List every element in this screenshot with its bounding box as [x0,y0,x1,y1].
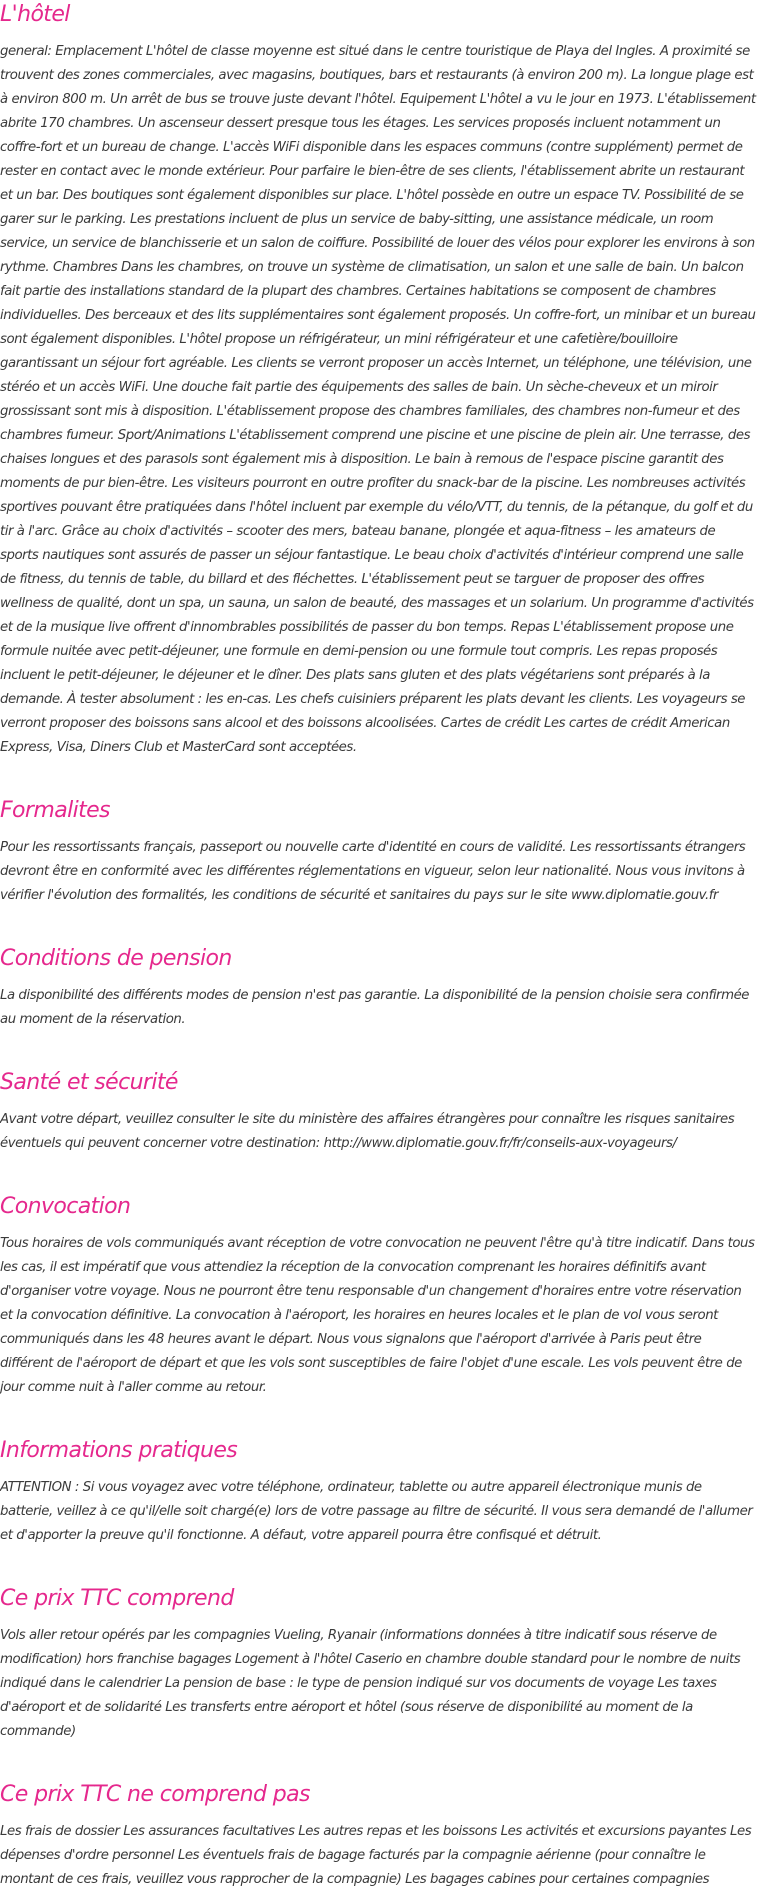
section-title-conditions-pension: Conditions de pension [0,946,232,971]
section-hotel [0,0,756,760]
section-prix-comprend [0,1584,756,1744]
section-title-informations-pratiques: Informations pratiques [0,1438,238,1463]
section-body-sante-securite: Avant votre départ, veuillez consulter le site du ministère des affaires étrangères pour connaître les risques sanitaires éventuels qui peuvent concerner votre destination: http://www.diplomatie.gouv.fr/fr/conseils-aux-voyageurs/ [0,1112,735,1151]
section-title-prix-ne-comprend-pas: Ce prix TTC ne comprend pas [0,1782,310,1807]
section-conditions-pension [0,944,756,1032]
section-title-formalites: Formalites [0,798,110,823]
section-title-hotel: L'hôtel [0,2,70,27]
section-body-conditions-pension: La disponibilité des différents modes de pension n'est pas garantie. La disponibilité de la pension choisie sera confirmée au moment de la réservation. [0,988,750,1027]
section-prix-ne-comprend-pas [0,1780,756,1892]
section-body-convocation: Tous horaires de vols communiqués avant réception de votre convocation ne peuvent l'être qu'à titre indicatif. Dans tous les cas, il est impératif que vous attendiez la réception de la convocation comprenant les horaires définitifs avant d'organiser votre voyage. Nous ne pourront être tenu responsable d'un changement d'horaires entre votre réservation et la convocation définitive. La convocation à l'aéroport, les horaires en heures locales et le plan de vol vous seront communiqués dans les 48 heures avant le départ. Nous vous signalons que l'aéroport d'arrivée à Paris peut être différent de l'aéroport de départ et que les vols sont susceptibles de faire l'objet d'une escale. Les vols peuvent être de jour comme nuit à l'aller comme au retour. [0,1236,755,1395]
section-title-convocation: Convocation [0,1194,131,1219]
section-body-informations-pratiques: ATTENTION : Si vous voyagez avec votre téléphone, ordinateur, tablette ou autre appareil électronique munis de batterie, veillez à ce qu'il/elle soit chargé(e) lors de votre passage au filtre de sécurité. Il vous sera demandé de l'allumer et d'apporter la preuve qu'il fonctionne. A défaut, votre appareil pourra être confisqué et détruit. [0,1480,753,1543]
section-title-sante-securite: Santé et sécurité [0,1070,178,1095]
section-body-prix-comprend: Vols aller retour opérés par les compagnies Vueling, Ryanair (informations données à titre indicatif sous réserve de modification) hors franchise bagages Logement à l'hôtel Caserio en chambre double standard pour le nombre de nuits indiqué dans le calendrier La pension de base : le type de pension indiqué sur vos documents de voyage Les taxes d'aéroport et de solidarité Les transferts entre aéroport et hôtel (sous réserve de disponibilité au moment de la commande) [0,1628,741,1739]
section-convocation [0,1192,756,1400]
section-title-prix-comprend: Ce prix TTC comprend [0,1586,234,1611]
section-body-prix-ne-comprend-pas: Les frais de dossier Les assurances facultatives Les autres repas et les boissons Les activités et excursions payantes Les dépenses d'ordre personnel Les éventuels frais de bagage facturés par la compagnie aérienne (pour connaître le montant de ces frais, veuillez vous rapprocher de la compagnie) Les bagages cabines pour certaines compagnies [0,1824,752,1887]
section-sante-securite [0,1068,756,1156]
section-formalites [0,796,756,908]
section-informations-pratiques [0,1436,756,1548]
section-body-formalites: Pour les ressortissants français, passeport ou nouvelle carte d'identité en cours de validité. Les ressortissants étrangers devront être en conformité avec les différentes réglementations en vigueur, selon leur nationalité. Nous vous invitons à vérifier l'évolution des formalités, les conditions de sécurité et sanitaires du pays sur le site www.diplomatie.gouv.fr [0,840,746,903]
section-body-hotel: general: Emplacement L'hôtel de classe moyenne est situé dans le centre touristique de Playa del Ingles. A proximité se trouvent des zones commerciales, avec magasins, boutiques, bars et restaurants (à environ 200 m). La longue plage est à environ 800 m. Un arrêt de bus se trouve juste devant l'hôtel. Equipement L'hôtel a vu le jour en 1973. L'établissement abrite 170 chambres. Un ascenseur dessert presque tous les étages. Les services proposés incluent notamment un coffre-fort et un bureau de change. L'accès WiFi disponible dans les espaces communs (contre supplément) permet de rester en contact avec le monde extérieur. Pour parfaire le bien-être de ses clients, l'établissement abrite un restaurant et un bar. Des boutiques sont également disponibles sur place. L'hôtel possède en outre un espace TV. Possibilité de se garer sur le parking. Les prestations incluent de plus un service de baby-sitting, une assistance médicale, un room service, un service de blanchisserie et un salon de coiffure. Possibilité de louer des vélos pour explorer les environs à son rythme. Chambres Dans les chambres, on trouve un système de climatisation, un salon et une salle de bain. Un balcon fait partie des installations standard de la plupart des chambres. Certaines habitations se composent de chambres individuelles. Des berceaux et des lits supplémentaires sont également proposés. Un coffre-fort, un minibar et un bureau sont également disponibles. L'hôtel propose un réfrigérateur, un mini réfrigérateur et une cafetière/bouilloire garantissant un séjour fort agréable. Les clients se verront proposer un accès Internet, un téléphone, une télévision, une stéréo et un accès WiFi. Une douche fait partie des équipements des salles de bain. Un sèche-cheveux et un miroir grossissant sont mis à disposition. L'établissement propose des chambres familiales, des chambres non-fumeur et des chambres fumeur. Sport/Animations L'établissement comprend une piscine et une piscine de plein air. Une terrasse, des chaises longues et des parasols sont également mis à disposition. Le bain à remous de l'espace piscine garantit des moments de pur bien-être. Les visiteurs pourront en outre profiter du snack-bar de la piscine. Les nombreuses activités sportives pouvant être pratiquées dans l'hôtel incluent par exemple du vélo/VTT, du tennis, de la pétanque, du golf et du tir à l'arc. Grâce au choix d'activités – scooter des mers, bateau banane, plongée et aqua-fitness – les amateurs de sports nautiques sont assurés de passer un séjour fantastique. Le beau choix d'activités d'intérieur comprend une salle de fitness, du tennis de table, du billard et des fléchettes. L'établissement peut se targuer de proposer des offres wellness de qualité, dont un spa, un sauna, un salon de beauté, des massages et un solarium. Un programme d'activités et de la musique live offrent d'innombrables possibilités de passer du bon temps. Repas L'établissement propose une formule nuitée avec petit-déjeuner, une formule en demi-pension ou une formule tout compris. Les repas proposés incluent le petit-déjeuner, le déjeuner et le dîner. Des plats sans gluten et des plats végétariens sont préparés à la demande. À tester absolument : les en-cas. Les chefs cuisiniers préparent les plats devant les clients. Les voyageurs se verront proposer des boissons sans alcool et des boissons alcoolisées. Cartes de crédit Les cartes de crédit American Express, Visa, Diners Club et MasterCard sont acceptées. [0,44,756,755]
